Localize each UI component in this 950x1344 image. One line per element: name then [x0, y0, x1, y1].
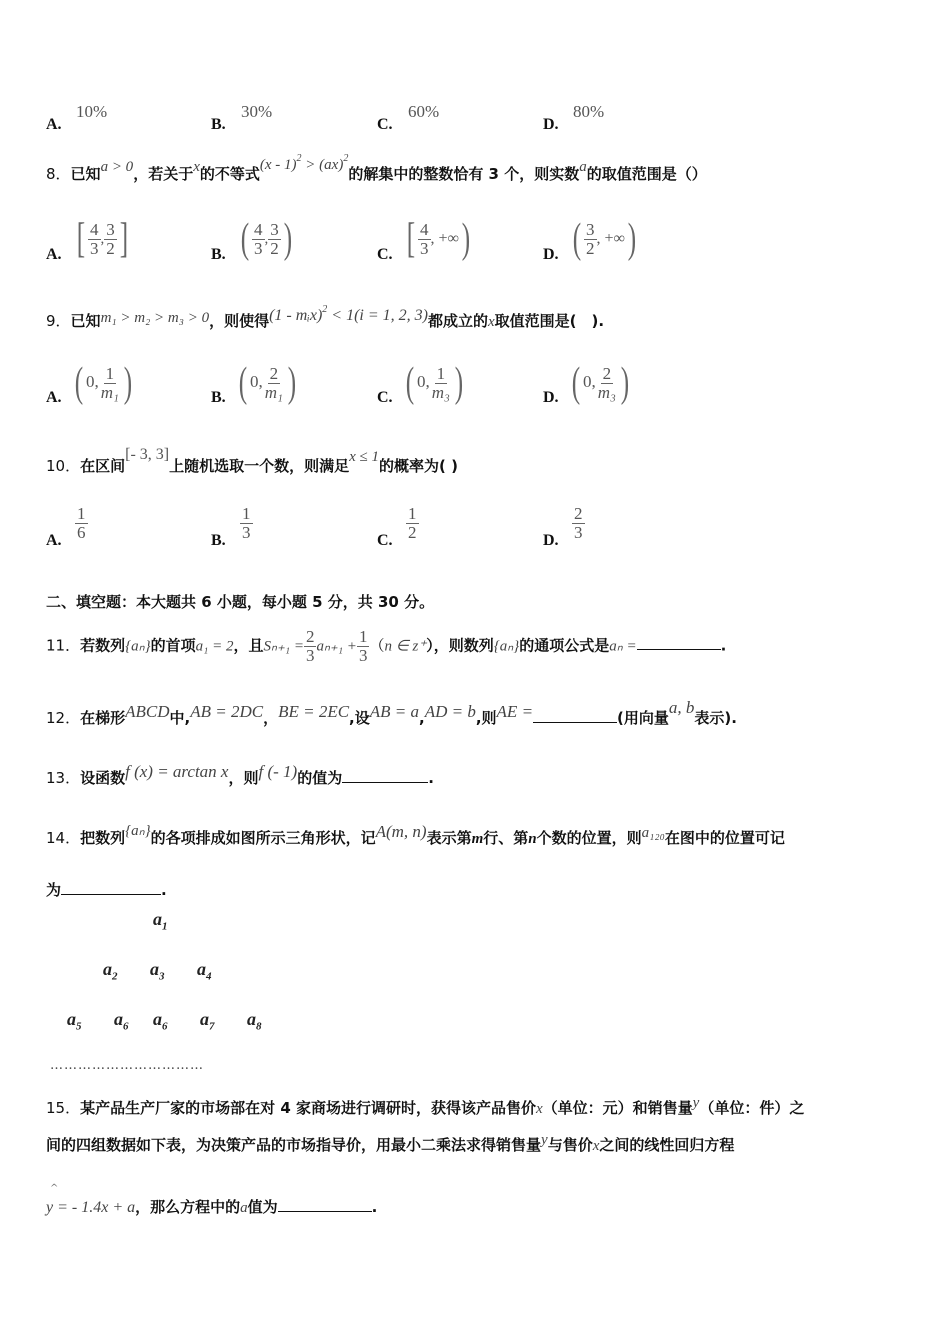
q11-text: 的首项: [150, 636, 196, 655]
q14-text: 个数的位置，则: [536, 829, 642, 847]
q15-text: 与售价: [547, 1136, 593, 1154]
q12-math: AE =: [496, 702, 534, 721]
q8-math-x: x: [193, 159, 200, 175]
bracket: [: [406, 216, 416, 262]
q7-option-c-letter: C.: [377, 116, 393, 133]
q10-option-a-frac: [75, 505, 88, 542]
q8-option-c-letter: C.: [377, 246, 393, 263]
q10-text: 在区间: [80, 457, 126, 475]
q12-text: 在梯形: [80, 709, 126, 727]
q8-option-a-math: [ $\frac{4}{3}$ , $\frac{3}{2}$ ]: [76, 216, 128, 262]
q15-text: 值为: [247, 1198, 278, 1216]
q12-text: 表示).: [694, 709, 737, 727]
zero: 0,: [417, 372, 430, 391]
frac-den: 3: [358, 645, 368, 665]
q9-option-a-math: ( 0, $\frac{1}{\text{m₁}}$ ): [74, 360, 133, 406]
q14-text: 行、第: [483, 829, 529, 847]
q10-math-ineq: x ≤ 1: [349, 449, 379, 465]
triangle-term: $a_4$: [197, 959, 212, 983]
q14-number: 14．: [46, 829, 81, 847]
q14-text: 为: [46, 881, 62, 899]
q15-text: 间的四组数据如下表，为决策产品的市场指导价，用最小二乘法求得销售量: [46, 1136, 542, 1154]
q14-text: 把数列: [80, 829, 126, 847]
frac-num: 2: [574, 504, 583, 523]
frac-den: 3: [420, 238, 429, 258]
q15-math: y: [692, 1095, 700, 1111]
q11-answer-blank[interactable]: [637, 649, 721, 650]
triangle-term: $a_5$: [67, 1009, 82, 1033]
q8-text: 的取值范围是（）: [586, 165, 707, 183]
q8-math-a: a: [579, 159, 587, 175]
frac-num: 1: [358, 627, 368, 646]
bracket: ): [627, 216, 637, 262]
q10-option-b-frac: [240, 505, 253, 542]
frac-num: 1: [408, 504, 417, 523]
frac-num: 3: [586, 219, 595, 239]
q8-math-ineq-b: > (ax): [301, 157, 344, 173]
q8-math-sup: 2: [296, 153, 302, 164]
frac-den: 3: [574, 522, 583, 542]
q8-option-b-math: ( $\frac{4}{3}$ , $\frac{3}{2}$ ): [240, 216, 292, 262]
q11-text: ，且: [233, 636, 264, 655]
frac-den: 3: [90, 238, 99, 258]
q12-math: BE = 2EC: [278, 702, 350, 721]
q14-text: 在图中的位置可记: [664, 829, 785, 847]
q13-text: .: [428, 769, 434, 787]
q9-option-b-math: ( 0, $\frac{2}{\text{m₁}}$ ): [238, 360, 297, 406]
q9-math: < 1(i = 1, 2, 3): [327, 307, 428, 324]
q10-text: 的概率为( ): [379, 457, 458, 475]
q8-option-b-letter: B.: [211, 246, 226, 263]
q9-option-b-letter: B.: [211, 389, 226, 406]
triangle-term: $a_1$: [153, 909, 168, 933]
q13-text: 的值为: [297, 769, 343, 787]
q8-option-c-math: [404, 218, 473, 260]
q13-text: ，则: [228, 769, 259, 787]
q15-math: x: [535, 1101, 543, 1117]
q9-option-d-math: ( 0, $\frac{2}{\text{m₃}}$ ): [571, 360, 630, 406]
q11-math: n ∈ z⁺: [384, 638, 427, 655]
triangle-term: $a_7$: [200, 1009, 215, 1033]
bracket: (: [240, 216, 250, 262]
q14-math: a₁₂₀: [641, 825, 665, 841]
q8-text: 的不等式: [199, 165, 260, 183]
q11-number: 11．: [46, 636, 81, 655]
frac-den: 2: [408, 522, 417, 542]
frac-num: 4: [254, 219, 263, 239]
q15-stem-line3: [46, 1196, 377, 1217]
frac-den: 6: [77, 522, 86, 542]
q15-text: （单位：件）之: [699, 1099, 805, 1117]
frac-num: 4: [90, 219, 99, 239]
infinity: , +∞: [596, 230, 625, 247]
q15-math: y: [541, 1132, 548, 1148]
q11-math: Sₙ₊₁ =: [263, 638, 304, 655]
zero: 0,: [86, 372, 99, 391]
q10-stem: [46, 446, 458, 476]
frac-num: 1: [242, 504, 251, 523]
hat-mark: ^: [50, 1183, 59, 1194]
frac-den: 3: [305, 645, 315, 665]
frac-den: 2: [270, 238, 279, 258]
frac-num: 4: [420, 219, 429, 239]
zero: 0,: [583, 372, 596, 391]
q14-answer-blank[interactable]: [61, 894, 161, 895]
frac-num: 1: [105, 363, 115, 383]
q12-answer-blank[interactable]: [533, 722, 617, 723]
q9-text: 取值范围是( ).: [494, 312, 605, 330]
q15-math: x: [592, 1138, 600, 1154]
q11-text: ），则数列: [426, 636, 494, 655]
q14-text: .: [161, 881, 167, 899]
q11-math: a₁ = 2: [195, 638, 234, 655]
q12-text: ,则: [475, 709, 497, 727]
q9-math: m₁ > m₂ > m₃ > 0: [100, 310, 210, 326]
q15-text: 某产品生产厂家的市场部在对 4 家商场进行调研时，获得该产品售价: [80, 1099, 536, 1117]
q12-math: a, b: [668, 698, 695, 717]
q11-text: .: [720, 636, 727, 655]
q9-option-c-math: ( 0, $\frac{1}{\text{m₃}}$ ): [405, 360, 464, 406]
q7-option-b-value: 30%: [241, 102, 273, 121]
q7-option-a-letter: A.: [46, 116, 62, 133]
q11-text: （: [369, 636, 385, 655]
bracket: ]: [119, 216, 128, 262]
q10-option-d-letter: D.: [543, 532, 559, 549]
q9-option-a-letter: A.: [46, 389, 62, 406]
q14-stem-line1: [46, 822, 785, 848]
frac-num: 3: [270, 219, 279, 239]
q15-stem-line2: [46, 1134, 734, 1155]
q7-option-d-letter: D.: [543, 116, 559, 133]
q12-text: ,: [419, 709, 425, 727]
section-heading: 二、填空题：本大题共 6 小题，每小题 5 分，共 30 分。: [46, 593, 435, 611]
q14-math: n: [528, 831, 537, 847]
q11-text: 若数列: [80, 636, 126, 655]
q8-stem: [46, 153, 707, 184]
q12-math: ABCD: [125, 702, 170, 721]
q12-math: AB = a: [369, 702, 419, 721]
frac-num: 3: [106, 219, 115, 239]
q15-text: ，那么方程中的: [135, 1198, 241, 1216]
q11-text: 的通项公式是: [519, 636, 610, 655]
q8-math-ineq: (x - 1): [259, 157, 297, 173]
q13-text: 设函数: [80, 769, 126, 787]
q8-text: 的解集中的整数恰有 3 个，则实数: [348, 165, 580, 183]
q7-option-b-letter: B.: [211, 116, 226, 133]
q7-option-d-value: 80%: [573, 102, 605, 121]
q11-stem: [46, 628, 726, 665]
q15-text: （单位：元）和销售量: [542, 1099, 693, 1117]
q8-text: ，若关于: [133, 165, 194, 183]
q12-math: AD = b: [424, 702, 476, 721]
q14-math: A(m, n): [375, 822, 427, 841]
triangle-term: $a_6$: [153, 1009, 168, 1033]
q10-option-b-letter: B.: [211, 532, 226, 549]
frac-den: m₃: [431, 382, 450, 402]
q13-answer-blank[interactable]: [342, 782, 428, 783]
q9-stem: [46, 304, 605, 331]
q15-text: 之间的线性回归方程: [599, 1136, 735, 1154]
frac-den: 2: [106, 238, 115, 258]
q7-option-a-value: 10%: [76, 102, 108, 121]
q12-number: 12．: [46, 709, 81, 727]
q15-math: a: [240, 1200, 248, 1216]
q15-math-regression: y = - 1.4x + a: [46, 1199, 136, 1216]
frac-num: 2: [305, 627, 315, 646]
q10-text: 上随机选取一个数，则满足: [169, 457, 350, 475]
q13-math: f (x) = arctan x: [125, 762, 229, 781]
q9-math: (1 - mᵢx): [269, 307, 323, 324]
q14-math: {aₙ}: [125, 823, 151, 839]
q8-option-a-letter: A.: [46, 246, 62, 263]
q15-number: 15．: [46, 1099, 81, 1117]
q14-math: m: [471, 831, 484, 847]
q10-option-c-letter: C.: [377, 532, 393, 549]
q10-math-interval: [- 3, 3]: [125, 446, 170, 463]
q11-math: {aₙ}: [493, 638, 520, 655]
q9-text: 已知: [70, 312, 101, 330]
q14-text: 的各项排成如图所示三角形状，记: [150, 829, 376, 847]
triangle-term: $a_8$: [247, 1009, 262, 1033]
q8-option-d-math: [570, 218, 639, 260]
q13-stem: [46, 762, 434, 788]
q7-option-c-value: 60%: [408, 102, 440, 121]
triangle-dots: ……………………………: [50, 1058, 204, 1073]
frac-num: 2: [269, 363, 279, 383]
frac-den: 3: [242, 522, 251, 542]
frac-den: m₁: [264, 382, 283, 402]
bracket: ): [461, 216, 471, 262]
q13-number: 13．: [46, 769, 81, 787]
q10-option-a-letter: A.: [46, 532, 62, 549]
q12-stem: [46, 698, 737, 728]
q9-option-d-letter: D.: [543, 389, 559, 406]
q14-text: 表示第: [426, 829, 472, 847]
triangle-term: $a_3$: [150, 959, 165, 983]
q8-math-sup: 2: [343, 153, 349, 164]
q15-text: .: [371, 1198, 378, 1216]
q12-text: 中,: [169, 709, 191, 727]
q9-text: 都成立的: [427, 312, 488, 330]
q11-math: aₙ =: [609, 638, 637, 655]
frac-num: 1: [436, 363, 446, 383]
q10-number: 10．: [46, 457, 81, 475]
q9-text: ，则使得: [209, 312, 270, 330]
q8-option-d-letter: D.: [543, 246, 559, 263]
q12-text: (用向量: [617, 709, 669, 727]
q11-math: aₙ₊₁ +: [316, 638, 357, 655]
q12-text: ，: [263, 709, 279, 727]
q10-option-c-frac: [406, 505, 419, 542]
frac-den: 3: [254, 238, 263, 258]
q9-math-sup: 2: [322, 304, 328, 315]
frac-num: 1: [77, 504, 86, 523]
q9-option-c-letter: C.: [377, 389, 393, 406]
frac-den: 2: [586, 238, 595, 258]
q8-number: 8．: [46, 165, 71, 183]
bracket: [: [76, 216, 86, 262]
q9-math-x: x: [487, 314, 495, 330]
q10-option-d-frac: [572, 505, 585, 542]
q14-stem-line2: [46, 879, 167, 900]
q11-math: {aₙ}: [125, 638, 151, 655]
q15-answer-blank[interactable]: [278, 1211, 372, 1212]
frac-den: m₁: [100, 382, 119, 402]
frac-num: 2: [602, 363, 612, 383]
q8-text: 已知: [70, 165, 101, 183]
q12-text: ,设: [349, 709, 370, 727]
q15-stem-line1: [46, 1097, 804, 1118]
triangle-term: $a_2$: [103, 959, 118, 983]
q8-math-a: a > 0: [100, 159, 134, 175]
triangle-term: $a_6$: [114, 1009, 129, 1033]
q13-math: f (- 1): [258, 762, 298, 781]
bracket: ): [283, 216, 292, 262]
frac-den: m₃: [597, 382, 616, 402]
q9-number: 9．: [46, 312, 71, 330]
infinity: , +∞: [430, 230, 459, 247]
zero: 0,: [250, 372, 263, 391]
q12-math: AB = 2DC: [190, 702, 264, 721]
bracket: (: [572, 216, 582, 262]
